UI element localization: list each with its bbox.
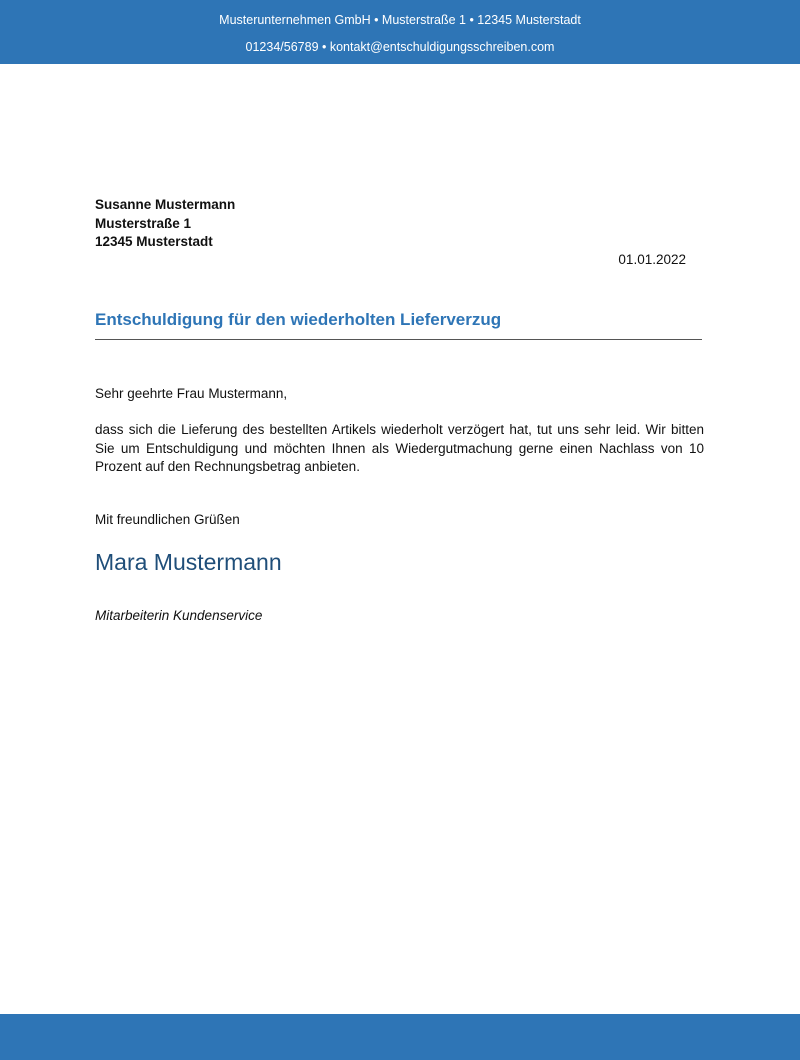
- recipient-city: 12345 Musterstadt: [95, 234, 213, 249]
- signer-role: Mitarbeiterin Kundenservice: [95, 608, 263, 623]
- salutation: Sehr geehrte Frau Mustermann,: [95, 386, 288, 401]
- recipient-name: Susanne Mustermann: [95, 197, 236, 212]
- footer-band: [0, 1014, 800, 1060]
- recipient-address-block: [95, 196, 235, 252]
- company-address-line: Musterunternehmen GmbH • Musterstraße 1 • 12345 Musterstadt: [219, 13, 581, 27]
- letter-date: 01.01.2022: [618, 252, 686, 267]
- letter-body: dass sich die Lieferung des bestellten Artikels wiederholt verzögert hat, tut uns sehr leid. Wir bitten Sie um Entschuldigung und möchten Ihnen als Wiedergutmachung gerne einen Nachlass von 10 Prozent auf den Rechnungsbetrag anbieten.: [95, 422, 704, 474]
- recipient-street: Musterstraße 1: [95, 215, 192, 231]
- company-contact-line: 01234/56789 • kontakt@entschuldigungsschreiben.com: [245, 40, 555, 54]
- letterhead-band: [0, 0, 800, 64]
- subject-divider: [95, 339, 702, 340]
- closing-phrase: Mit freundlichen Grüßen: [95, 512, 240, 527]
- signature-name: Mara Mustermann: [95, 549, 282, 575]
- letter-subject: Entschuldigung für den wiederholten Lieferverzug: [95, 310, 502, 329]
